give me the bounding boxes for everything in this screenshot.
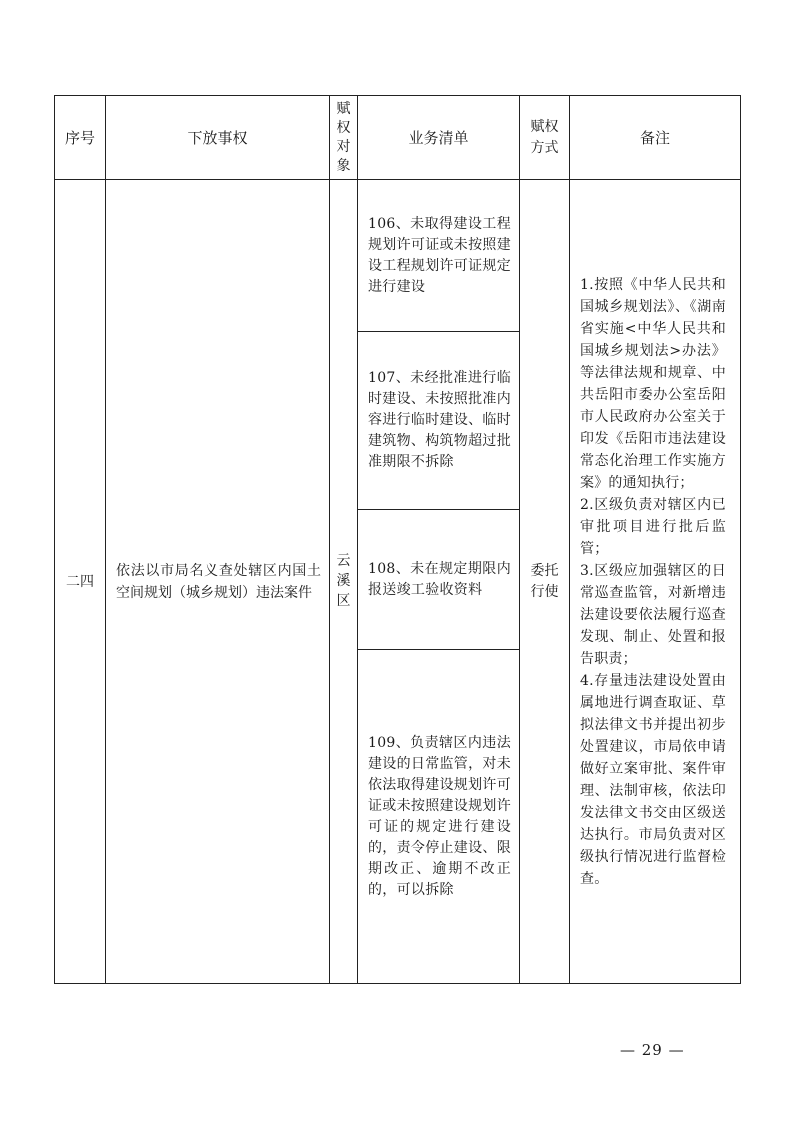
- row-mode: 委托行使: [520, 180, 570, 984]
- business-item-108: 108、未在规定期限内报送竣工验收资料: [358, 510, 519, 650]
- row-notes: [570, 180, 741, 984]
- delegation-table: [54, 95, 741, 984]
- note-item-4: 4.存量违法建设处置由属地进行调查取证、草拟法律文书并提出初步处置建议，市局依申请做好立案审批、案件审理、法制审核，依法印发法律文书交由区级送达执行。市局负责对区级执行情况进行监督检查。: [580, 672, 726, 887]
- header-power: 下放事权: [106, 96, 330, 180]
- header-row: [55, 96, 741, 180]
- page-number: — 29 —: [620, 1041, 685, 1059]
- header-object: 赋权对象: [330, 96, 358, 180]
- business-item-107: 107、未经批准进行临时建设、未按照批准内容进行临时建设、临时建筑物、构筑物超过批准期限不拆除: [358, 332, 519, 510]
- row-object: 云溪区: [330, 180, 358, 984]
- business-item-109: 109、负责辖区内违法建设的日常监管，对未依法取得建设规划许可证或未按照建设规划许可证的规定进行建设的，责令停止建设、限期改正、逾期不改正的，可以拆除: [368, 734, 511, 898]
- note-item-2: 2.区级负责对辖区内已审批项目进行批后监管；: [580, 496, 726, 557]
- header-seq: 序号: [55, 96, 106, 180]
- table-row: [55, 180, 741, 984]
- row-power: 依法以市局名义查处辖区内国土空间规划（城乡规划）违法案件: [106, 180, 330, 984]
- business-list: [358, 180, 519, 983]
- row-seq: 二四: [55, 180, 106, 984]
- note-item-1: 1.按照《中华人民共和国城乡规划法》、《湖南省实施<中华人民共和国城乡规划法>办法》等法律法规和规章、中共岳阳市委办公室岳阳市人民政府办公室关于印发《岳阳市违法建设常态化治理工作实施方案》的通知执行；: [580, 276, 726, 491]
- header-business: 业务清单: [358, 96, 520, 180]
- header-notes: 备注: [570, 96, 741, 180]
- notes-list: [580, 274, 726, 890]
- header-mode: 赋权方式: [520, 96, 570, 180]
- business-item-106: 106、未取得建设工程规划许可证或未按照建设工程规划许可证规定进行建设: [358, 180, 519, 332]
- note-item-3: 3.区级应加强辖区的日常巡查监管，对新增违法建设要依法履行巡查发现、制止、处置和报告职责；: [580, 562, 726, 667]
- row-business: [358, 180, 520, 984]
